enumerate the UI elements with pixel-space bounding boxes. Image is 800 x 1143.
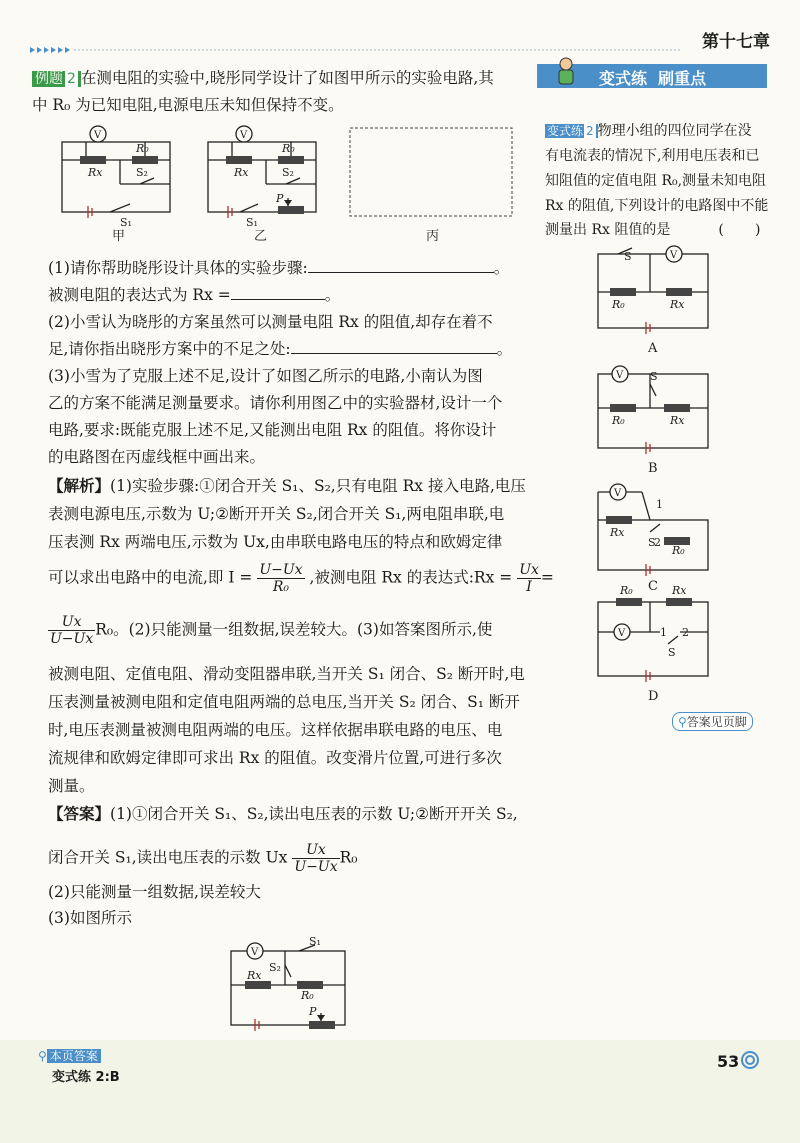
key-icon: ⚲ [678,715,687,729]
option-b: B [648,461,658,476]
svg-text:S: S [650,370,658,383]
analysis-line4: 可以求出电路中的电流,即 I = $\frac{U-Ux}{\text{R₀}}$ ,被测电阻 Rx 的表达式:Rx = $\frac{Ux}{I}$ = [48,562,554,595]
svg-text:R₀: R₀ [612,414,625,427]
sidebar-q-line4: Rx 的阻值,下列设计的电路图中不能 [545,198,769,214]
label-p: P [276,192,284,205]
svg-text:1: 1 [656,498,663,511]
svg-text:2: 2 [654,536,661,549]
label-s2: S₂ [136,166,148,179]
svg-text:P: P [309,1005,317,1018]
fraction-current: $\frac{U-Ux}{\text{R₀}}$ [259,562,303,595]
svg-text:S₁: S₁ [309,935,321,948]
svg-text:V: V [616,370,624,381]
svg-text:R₀: R₀ [672,544,685,557]
q3-line4: 的电路图在丙虚线框中画出来。 [48,448,266,466]
footer-title: ⚲ 本页答案 [38,1047,101,1064]
sidebar-q-line1: 变式练 2 物理小组的四位同学在没 [547,123,752,139]
sidebar-tag: 变式练 2 [545,124,598,138]
svg-text:Rx: Rx [670,414,685,427]
q3-line1: (3)小雪为了克服上述不足,设计了如图乙所示的电路,小南认为图 [48,367,483,385]
sidebar-title: 变式练 刷重点 [599,69,707,88]
svg-text:1: 1 [660,626,667,639]
label-jia: 甲 [112,229,126,244]
label-r02: R₀ [282,142,295,155]
fraction-rx2: $\frac{Ux}{U-Ux}$ [50,614,94,647]
answer-circuit [225,935,355,1033]
sidebar-q-line5: 测量出 Rx 阻值的是 ( ) [545,222,761,238]
label-rx2: Rx [234,166,249,179]
q3-line2: 乙的方案不能满足测量要求。请你利用图乙中的实验器材,设计一个 [48,394,503,412]
svg-text:V: V [251,947,259,958]
label-bing: 丙 [426,229,440,244]
key-icon-footer: ⚲ [38,1049,47,1063]
answer-footnote-badge: ⚲答案见页脚 [672,712,753,731]
student-icon [555,56,577,86]
footer-answer: 变式练 2:B [52,1070,120,1085]
page-number: 53 [717,1052,740,1071]
svg-text:S₂: S₂ [269,961,281,974]
label-v: V [94,130,102,141]
analysis-line7: 压表测量被测电阻和定值电阻两端的总电压,当开关 S₂ 闭合、S₁ 断开 [48,693,520,711]
answer-line4: (3)如图所示 [48,909,132,927]
svg-text:V: V [618,628,626,639]
svg-text:V: V [670,250,678,261]
label-rx: Rx [88,166,103,179]
fraction-rx: $\frac{Ux}{I}$ [519,562,539,595]
option-circuits [590,240,720,710]
option-a: A [648,341,658,356]
svg-text:R₀: R₀ [620,584,633,597]
example-q-line2: 中 R₀ 为已知电阻,电源电压未知但保持不变。 [32,96,344,114]
svg-text:V: V [614,488,622,499]
svg-text:Rx: Rx [672,584,687,597]
page-swirl-icon [738,1050,762,1070]
q1-line1: (1)请你帮助晓彤设计具体的实验步骤: 。 [48,259,510,277]
svg-text:Rx: Rx [670,298,685,311]
analysis-line3: 压表测 Rx 两端电压,示数为 Ux,由串联电路电压的特点和欧姆定律 [48,533,503,551]
sidebar-q-line3: 知阻值的定值电阻 R₀,测量未知电阻 [545,173,767,189]
analysis-line1: 【解析】(1)实验步骤:①闭合开关 S₁、S₂,只有电阻 Rx 接入电路,电压 [48,476,526,495]
q2-line2: 足,请你指出晓彤方案中的不足之处: 。 [48,340,513,358]
label-r0: R₀ [136,142,149,155]
q2-line1: (2)小雪认为晓彤的方案虽然可以测量电阻 Rx 的阻值,却存在着不 [48,313,493,331]
svg-text:R₀: R₀ [612,298,625,311]
analysis-line8: 时,电压表测量被测电阻两端的电压。这样依据串联电路的电压、电 [48,721,503,739]
header-dots [30,39,690,47]
label-s12: S₁ [246,216,258,229]
example-circuits [50,122,520,250]
q1-line2: 被测电阻的表达式为 Rx = 。 [48,286,341,304]
analysis-line9: 流规律和欧姆定律即可求出 Rx 的阻值。改变滑片位置,可进行多次 [48,749,502,767]
answer-line3: (2)只能测量一组数据,误差较大 [48,883,261,901]
sidebar-title-bar [537,64,767,88]
option-d: D [648,689,659,704]
label-v2: V [240,130,248,141]
label-s22: S₂ [282,166,294,179]
svg-text:2: 2 [682,626,689,639]
answer-line2: 闭合开关 S₁,读出电压表的示数 Ux $\frac{Ux}{U-Ux}$ R₀ [48,842,358,875]
analysis-line10: 测量。 [48,777,95,795]
analysis-line2: 表测电源电压,示数为 U;②断开开关 S₂,闭合开关 S₁,两电阻串联,电 [48,505,505,523]
q3-line3: 电路,要求:既能克服上述不足,又能测出电阻 Rx 的阻值。将你设计 [48,421,497,439]
svg-text:S: S [624,250,632,263]
example-tag: 例题 2 [32,71,81,87]
label-s1: S₁ [120,216,132,229]
svg-text:S: S [668,646,676,659]
svg-text:Rx: Rx [610,526,625,539]
footer-area [0,1040,800,1143]
chapter-title: 第十七章 [702,32,770,52]
analysis-line5: $\frac{Ux}{U-Ux}$ R₀。(2)只能测量一组数据,误差较大。(3)如答案图所示,使 [50,614,493,647]
label-yi: 乙 [254,229,268,244]
example-q-line1: 例题 2 在测电阻的实验中,晓彤同学设计了如图甲所示的实验电路,其 [32,68,494,89]
svg-text:S: S [648,536,656,549]
answer-line1: 【答案】(1)①闭合开关 S₁、S₂,读出电压表的示数 U;②断开开关 S₂, [48,804,518,823]
sidebar-q-line2: 有电流表的情况下,利用电压表和已 [545,148,760,164]
fraction-answer: $\frac{Ux}{U-Ux}$ [294,842,338,875]
svg-text:R₀: R₀ [301,989,314,1002]
svg-text:Rx: Rx [247,969,262,982]
option-c: C [648,579,658,594]
analysis-line6: 被测电阻、定值电阻、滑动变阻器串联,当开关 S₁ 闭合、S₂ 断开时,电 [48,665,525,683]
